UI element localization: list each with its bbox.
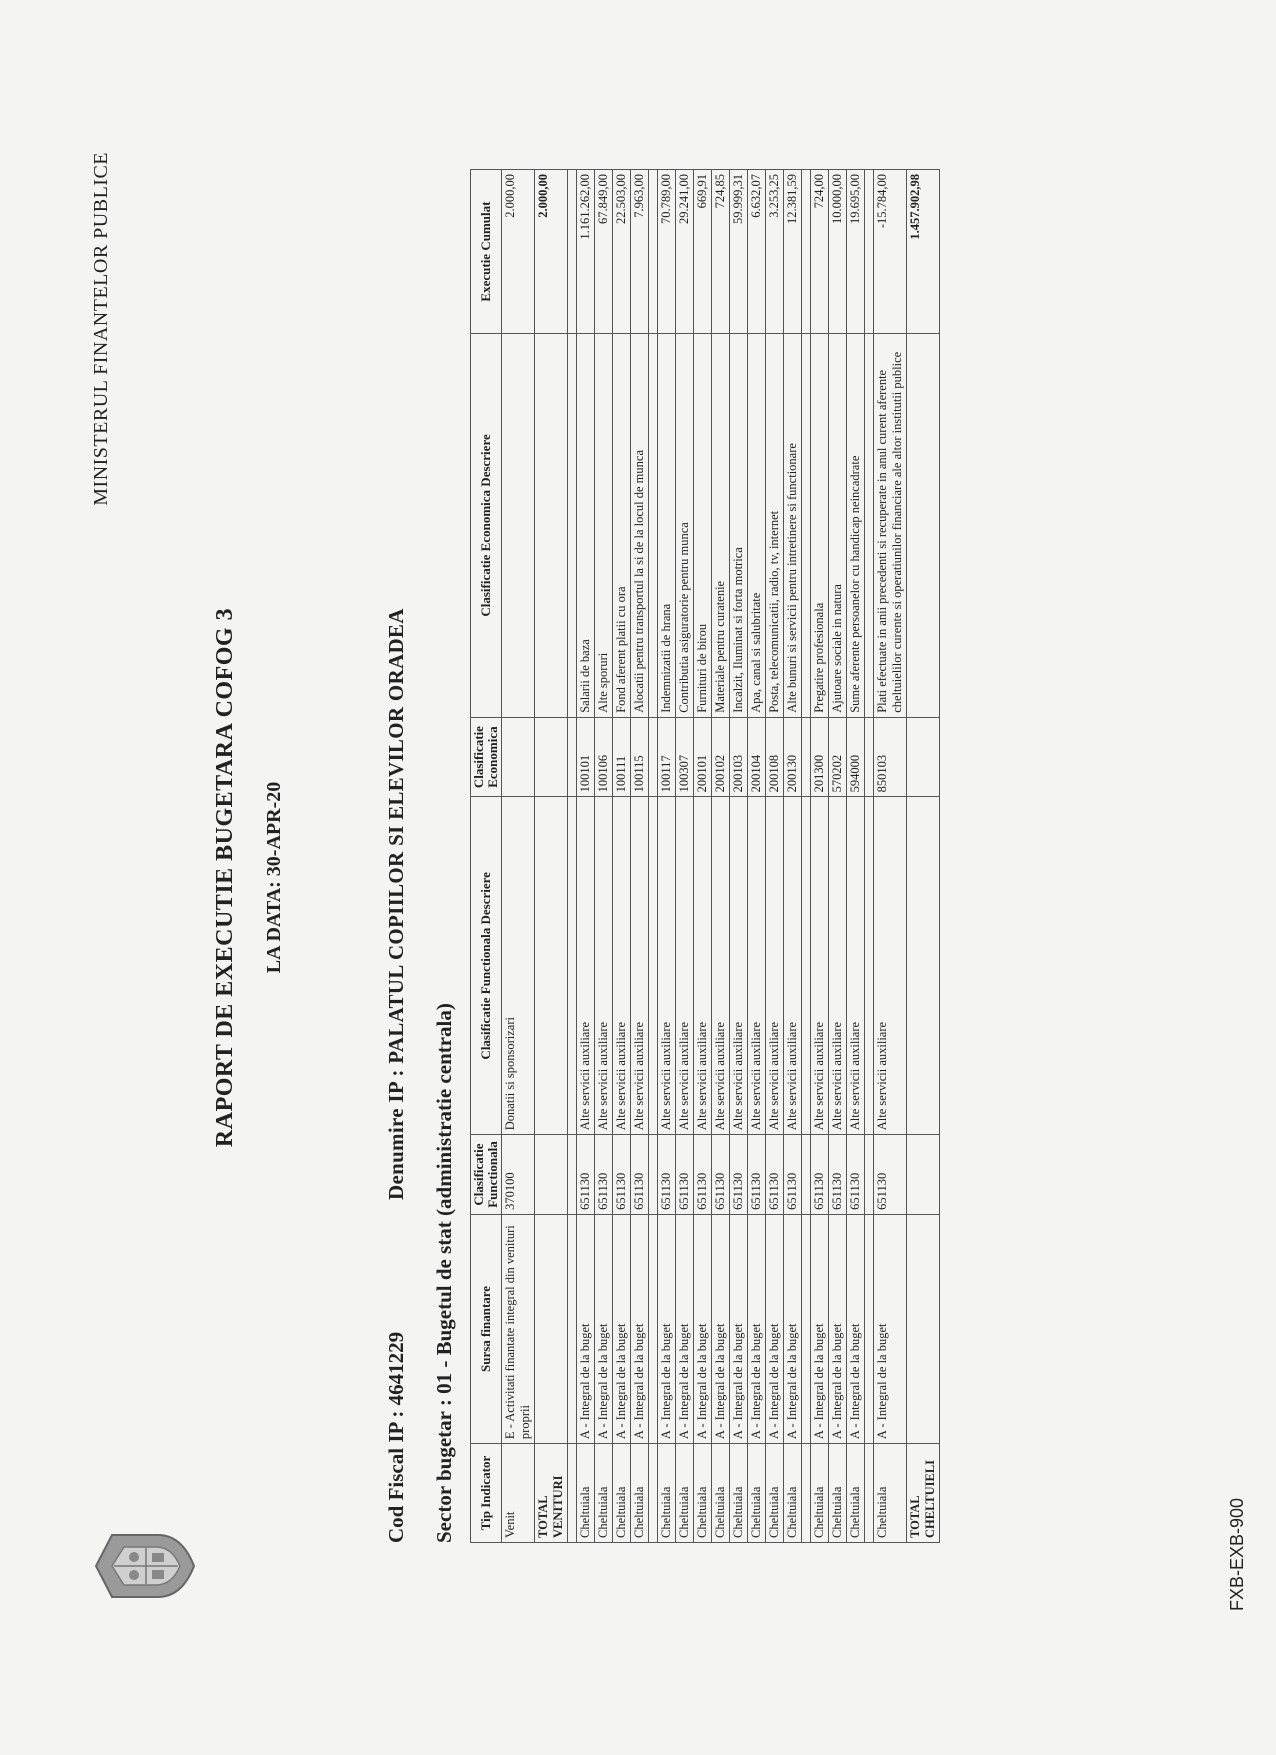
clasificatie-economica-cell: 200101	[694, 717, 712, 797]
ministry-name: MINISTERUL FINANTELOR PUBLICE	[90, 152, 112, 506]
spacer-cell	[568, 170, 577, 334]
tip-indicator-cell: Cheltuiala	[658, 1444, 676, 1543]
spacer-cell	[802, 717, 811, 797]
tip-indicator-cell: Cheltuiala	[784, 1444, 802, 1543]
economica-descriere-cell: Apa, canal si salubritate	[748, 334, 766, 718]
executie-cumulat-cell: 29.241,00	[676, 170, 694, 334]
spacer-row	[865, 170, 874, 1543]
clasificatie-functionala-cell	[907, 1135, 940, 1215]
spacer-cell	[865, 1444, 874, 1543]
romania-coat-of-arms-emblem	[90, 1527, 200, 1605]
economica-descriere-cell: Alte sporuri	[595, 334, 613, 718]
spacer-row	[649, 170, 658, 1543]
column-header: Clasificatie Functionala Descriere	[471, 797, 502, 1135]
tip-indicator-cell: Cheltuiala	[811, 1444, 829, 1543]
functionala-descriere-cell: Alte servicii auxiliare	[712, 797, 730, 1135]
functionala-descriere-cell: Alte servicii auxiliare	[847, 797, 865, 1135]
spacer-cell	[865, 1214, 874, 1443]
spacer-cell	[802, 797, 811, 1135]
spacer-cell	[568, 1135, 577, 1215]
clasificatie-functionala-cell: 651130	[766, 1135, 784, 1215]
executie-cumulat-cell: 6.632,07	[748, 170, 766, 334]
tip-indicator-cell: Cheltuiala	[847, 1444, 865, 1543]
table-row	[676, 170, 694, 1543]
sursa-finantare-cell: A - Integral de la buget	[613, 1214, 631, 1443]
spacer-cell	[802, 1135, 811, 1215]
clasificatie-functionala-cell: 651130	[595, 1135, 613, 1215]
clasificatie-economica-cell	[907, 717, 940, 797]
table-row	[613, 170, 631, 1543]
economica-descriere-cell: Plati efectuate in anii precedenti si recuperate in anul curent aferente cheltuielilor curente si operatiunilor financiare ale altor institutii publice	[874, 334, 907, 718]
executie-cumulat-cell: 19.695,00	[847, 170, 865, 334]
spacer-cell	[865, 717, 874, 797]
economica-descriere-cell: Pregatire profesionala	[811, 334, 829, 718]
spacer-cell	[649, 170, 658, 334]
sursa-finantare-cell: A - Integral de la buget	[766, 1214, 784, 1443]
functionala-descriere-cell: Alte servicii auxiliare	[730, 797, 748, 1135]
economica-descriere-cell: Contributia asiguratorie pentru munca	[676, 334, 694, 718]
economica-descriere-cell: Materiale pentru curatenie	[712, 334, 730, 718]
table-row	[730, 170, 748, 1543]
total-row	[907, 170, 940, 1543]
clasificatie-economica-cell: 200102	[712, 717, 730, 797]
clasificatie-functionala-cell: 651130	[712, 1135, 730, 1215]
tip-indicator-cell: Cheltuiala	[748, 1444, 766, 1543]
table-row	[874, 170, 907, 1543]
economica-descriere-cell: Sume aferente persoanelor cu handicap neincadrate	[847, 334, 865, 718]
sursa-finantare-cell: A - Integral de la buget	[748, 1214, 766, 1443]
executie-cumulat-cell: 59.999,31	[730, 170, 748, 334]
executie-cumulat-cell: 3.253,25	[766, 170, 784, 334]
column-header: Clasificatie Functionala	[471, 1135, 502, 1215]
table-row	[577, 170, 595, 1543]
cod-fiscal: Cod Fiscal IP : 4641229	[384, 1331, 408, 1543]
economica-descriere-cell: Posta, telecomunicatii, radio, tv, internet	[766, 334, 784, 718]
clasificatie-economica-cell: 850103	[874, 717, 907, 797]
functionala-descriere-cell: Alte servicii auxiliare	[595, 797, 613, 1135]
economica-descriere-cell	[502, 334, 535, 718]
tip-indicator-cell: TOTAL CHELTUIELI	[907, 1444, 940, 1543]
clasificatie-economica-cell: 200130	[784, 717, 802, 797]
sursa-finantare-cell: A - Integral de la buget	[631, 1214, 649, 1443]
spacer-cell	[865, 170, 874, 334]
economica-descriere-cell	[907, 334, 940, 718]
spacer-cell	[568, 1214, 577, 1443]
economica-descriere-cell	[535, 334, 568, 718]
table-row	[766, 170, 784, 1543]
spacer-cell	[568, 334, 577, 718]
functionala-descriere-cell: Alte servicii auxiliare	[874, 797, 907, 1135]
sursa-finantare-cell	[907, 1214, 940, 1443]
executie-cumulat-cell: 2.000,00	[502, 170, 535, 334]
clasificatie-economica-cell	[502, 717, 535, 797]
sursa-finantare-cell: A - Integral de la buget	[595, 1214, 613, 1443]
clasificatie-functionala-cell: 651130	[631, 1135, 649, 1215]
clasificatie-functionala-cell: 651130	[676, 1135, 694, 1215]
table-row	[748, 170, 766, 1543]
clasificatie-economica-cell: 200104	[748, 717, 766, 797]
spacer-cell	[865, 1135, 874, 1215]
clasificatie-economica-cell: 570202	[829, 717, 847, 797]
clasificatie-functionala-cell: 651130	[784, 1135, 802, 1215]
clasificatie-functionala-cell: 651130	[847, 1135, 865, 1215]
functionala-descriere-cell: Alte servicii auxiliare	[766, 797, 784, 1135]
economica-descriere-cell: Ajutoare sociale in natura	[829, 334, 847, 718]
clasificatie-functionala-cell: 370100	[502, 1135, 535, 1215]
budget-execution-table	[470, 169, 940, 1543]
tip-indicator-cell: Venit	[502, 1444, 535, 1543]
spacer-cell	[865, 797, 874, 1135]
executie-cumulat-cell: 10.000,00	[829, 170, 847, 334]
functionala-descriere-cell: Alte servicii auxiliare	[613, 797, 631, 1135]
spacer-cell	[649, 334, 658, 718]
table-row	[502, 170, 535, 1543]
clasificatie-economica-cell: 100111	[613, 717, 631, 797]
executie-cumulat-cell: 724,00	[811, 170, 829, 334]
economica-descriere-cell: Alte bunuri si servicii pentru intretinere si functionare	[784, 334, 802, 718]
spacer-cell	[649, 1135, 658, 1215]
sursa-finantare-cell: A - Integral de la buget	[712, 1214, 730, 1443]
functionala-descriere-cell: Donatii si sponsorizari	[502, 797, 535, 1135]
tip-indicator-cell: Cheltuiala	[874, 1444, 907, 1543]
table-row	[595, 170, 613, 1543]
spacer-cell	[649, 797, 658, 1135]
sursa-finantare-cell: A - Integral de la buget	[784, 1214, 802, 1443]
spacer-cell	[649, 1214, 658, 1443]
table-row	[694, 170, 712, 1543]
sursa-finantare-cell: A - Integral de la buget	[694, 1214, 712, 1443]
sursa-finantare-cell: A - Integral de la buget	[658, 1214, 676, 1443]
economica-descriere-cell: Salarii de baza	[577, 334, 595, 718]
functionala-descriere-cell: Alte servicii auxiliare	[694, 797, 712, 1135]
executie-cumulat-cell: 70.789,00	[658, 170, 676, 334]
clasificatie-functionala-cell: 651130	[613, 1135, 631, 1215]
tip-indicator-cell: Cheltuiala	[712, 1444, 730, 1543]
table-header-row	[471, 170, 502, 1543]
economica-descriere-cell: Indemnizatii de hrana	[658, 334, 676, 718]
executie-cumulat-cell: 7.963,00	[631, 170, 649, 334]
column-header: Tip Indicator	[471, 1444, 502, 1543]
tip-indicator-cell: Cheltuiala	[595, 1444, 613, 1543]
executie-cumulat-cell: 724,85	[712, 170, 730, 334]
spacer-cell	[649, 717, 658, 797]
clasificatie-functionala-cell	[535, 1135, 568, 1215]
spacer-cell	[568, 797, 577, 1135]
spacer-cell	[802, 1214, 811, 1443]
functionala-descriere-cell: Alte servicii auxiliare	[631, 797, 649, 1135]
executie-cumulat-cell: -15.784,00	[874, 170, 907, 334]
sector-bugetar: Sector bugetar : 01 - Bugetul de stat (administratie centrala)	[432, 1003, 456, 1543]
functionala-descriere-cell: Alte servicii auxiliare	[748, 797, 766, 1135]
economica-descriere-cell: Fond aferent platii cu ora	[613, 334, 631, 718]
clasificatie-functionala-cell: 651130	[874, 1135, 907, 1215]
spacer-cell	[865, 334, 874, 718]
sursa-finantare-cell: A - Integral de la buget	[577, 1214, 595, 1443]
tip-indicator-cell: Cheltuiala	[730, 1444, 748, 1543]
functionala-descriere-cell: Alte servicii auxiliare	[829, 797, 847, 1135]
spacer-row	[568, 170, 577, 1543]
column-header: Clasificatie Economica Descriere	[471, 334, 502, 718]
report-date: LA DATA: 30-APR-20	[263, 781, 285, 974]
sursa-finantare-cell: A - Integral de la buget	[874, 1214, 907, 1443]
economica-descriere-cell: Alocatii pentru transportul la si de la locul de munca	[631, 334, 649, 718]
column-header: Sursa finantare	[471, 1214, 502, 1443]
executie-cumulat-cell: 1.457.902,98	[907, 170, 940, 334]
column-header: Clasificatie Economica	[471, 717, 502, 797]
total-row	[535, 170, 568, 1543]
sursa-finantare-cell: A - Integral de la buget	[811, 1214, 829, 1443]
clasificatie-economica-cell: 100101	[577, 717, 595, 797]
clasificatie-functionala-cell: 651130	[811, 1135, 829, 1215]
clasificatie-functionala-cell: 651130	[829, 1135, 847, 1215]
clasificatie-economica-cell	[535, 717, 568, 797]
table-row	[631, 170, 649, 1543]
executie-cumulat-cell: 22.503,00	[613, 170, 631, 334]
denumire-ip: Denumire IP : PALATUL COPIILOR SI ELEVILOR ORADEA	[384, 608, 408, 1200]
tip-indicator-cell: Cheltuiala	[694, 1444, 712, 1543]
clasificatie-economica-cell: 100307	[676, 717, 694, 797]
clasificatie-functionala-cell: 651130	[577, 1135, 595, 1215]
tip-indicator-cell: Cheltuiala	[631, 1444, 649, 1543]
clasificatie-economica-cell: 200108	[766, 717, 784, 797]
report-title: RAPORT DE EXECUTIE BUGETARA COFOG 3	[212, 607, 238, 1148]
sursa-finantare-cell: A - Integral de la buget	[730, 1214, 748, 1443]
sursa-finantare-cell: E - Activitati finantate integral din venituri proprii	[502, 1214, 535, 1443]
functionala-descriere-cell	[535, 797, 568, 1135]
spacer-cell	[802, 170, 811, 334]
functionala-descriere-cell: Alte servicii auxiliare	[577, 797, 595, 1135]
spacer-cell	[802, 334, 811, 718]
tip-indicator-cell: TOTAL VENITURI	[535, 1444, 568, 1543]
sursa-finantare-cell: A - Integral de la buget	[676, 1214, 694, 1443]
spacer-cell	[568, 1444, 577, 1543]
functionala-descriere-cell: Alte servicii auxiliare	[784, 797, 802, 1135]
functionala-descriere-cell: Alte servicii auxiliare	[658, 797, 676, 1135]
spacer-cell	[802, 1444, 811, 1543]
tip-indicator-cell: Cheltuiala	[613, 1444, 631, 1543]
functionala-descriere-cell: Alte servicii auxiliare	[811, 797, 829, 1135]
tip-indicator-cell: Cheltuiala	[829, 1444, 847, 1543]
sursa-finantare-cell: A - Integral de la buget	[829, 1214, 847, 1443]
tip-indicator-cell: Cheltuiala	[676, 1444, 694, 1543]
tip-indicator-cell: Cheltuiala	[577, 1444, 595, 1543]
executie-cumulat-cell: 2.000,00	[535, 170, 568, 334]
table-row	[712, 170, 730, 1543]
sursa-finantare-cell	[535, 1214, 568, 1443]
spacer-row	[802, 170, 811, 1543]
sursa-finantare-cell: A - Integral de la buget	[847, 1214, 865, 1443]
clasificatie-economica-cell: 100117	[658, 717, 676, 797]
clasificatie-functionala-cell: 651130	[748, 1135, 766, 1215]
table-row	[811, 170, 829, 1543]
table-row	[847, 170, 865, 1543]
table-row	[829, 170, 847, 1543]
column-header: Executie Cumulat	[471, 170, 502, 334]
clasificatie-economica-cell: 100106	[595, 717, 613, 797]
table-row	[658, 170, 676, 1543]
spacer-cell	[568, 717, 577, 797]
clasificatie-economica-cell: 201300	[811, 717, 829, 797]
spacer-cell	[649, 1444, 658, 1543]
clasificatie-economica-cell: 594000	[847, 717, 865, 797]
clasificatie-functionala-cell: 651130	[694, 1135, 712, 1215]
clasificatie-functionala-cell: 651130	[658, 1135, 676, 1215]
functionala-descriere-cell: Alte servicii auxiliare	[676, 797, 694, 1135]
executie-cumulat-cell: 1.161.262,00	[577, 170, 595, 334]
table-row	[784, 170, 802, 1543]
form-code: FXB-EXB-900	[1227, 1497, 1247, 1611]
functionala-descriere-cell	[907, 797, 940, 1135]
clasificatie-functionala-cell: 651130	[730, 1135, 748, 1215]
economica-descriere-cell: Incalzit, Iluminat si forta motrica	[730, 334, 748, 718]
executie-cumulat-cell: 669,91	[694, 170, 712, 334]
executie-cumulat-cell: 12.381,59	[784, 170, 802, 334]
clasificatie-economica-cell: 200103	[730, 717, 748, 797]
executie-cumulat-cell: 67.849,00	[595, 170, 613, 334]
economica-descriere-cell: Furnituri de birou	[694, 334, 712, 718]
clasificatie-economica-cell: 100115	[631, 717, 649, 797]
tip-indicator-cell: Cheltuiala	[766, 1444, 784, 1543]
